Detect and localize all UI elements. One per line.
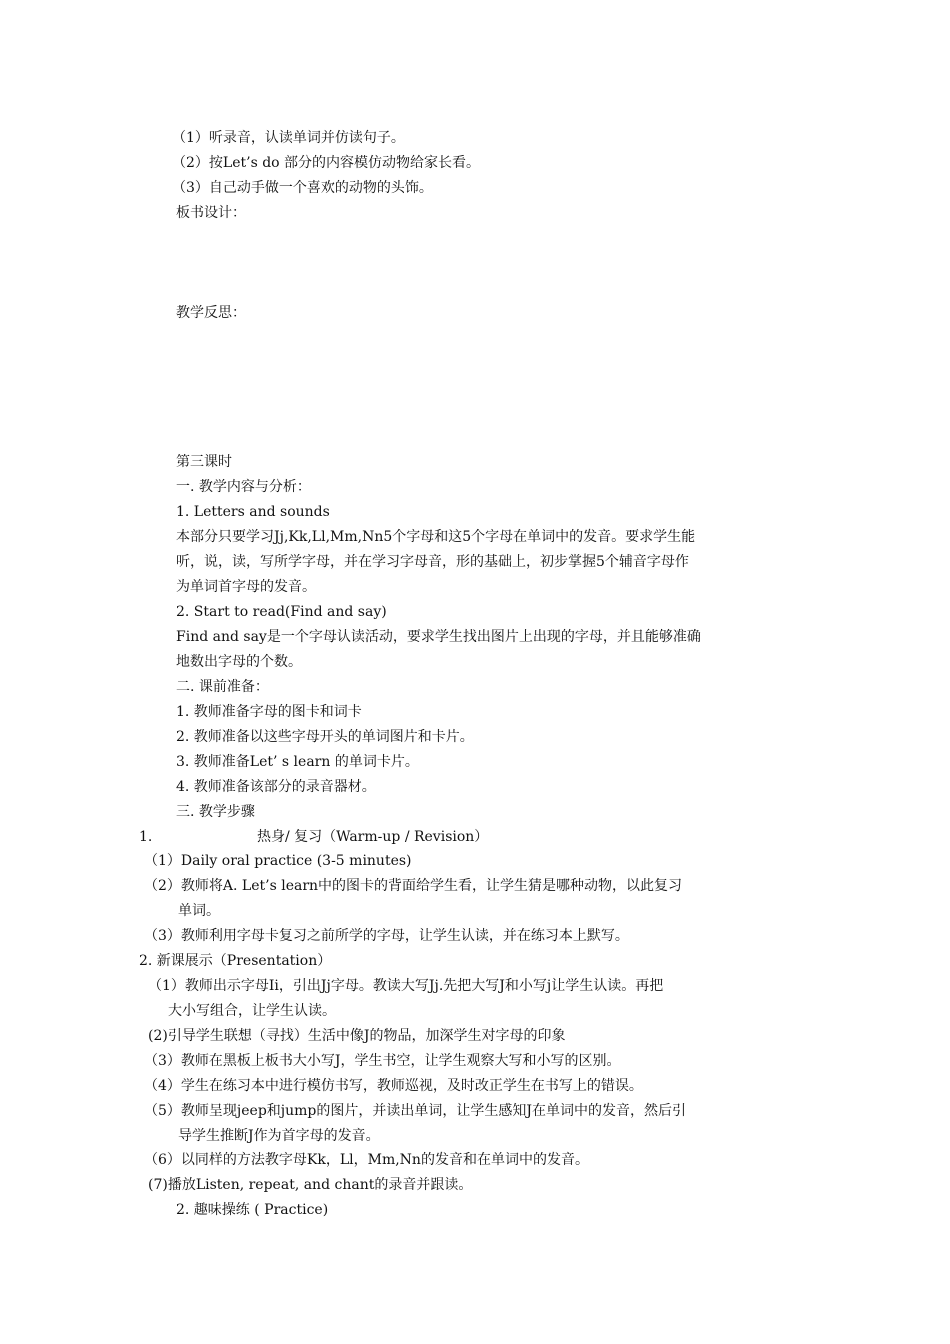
step1-item-3: （3）教师利用字母卡复习之前所学的字母，让学生认读，并在练习本上默写。 <box>144 928 629 944</box>
step1-item-2: （2）教师将A. Let’s learn中的图卡的背面给学生看，让学生猜是哪种动物，以此复习 <box>144 878 683 894</box>
board-design-label: 板书设计： <box>176 205 246 221</box>
step2-item-4: （4）学生在练习本中进行模仿书写，教师巡视，及时改正学生在书写上的错误。 <box>144 1078 643 1094</box>
section1-part2-desc-1: Find and say是一个字母认读活动，要求学生找出图片上出现的字母，并且能够准确 <box>176 629 701 645</box>
homework-item-2: （2）按Let’s do 部分的内容模仿动物给家长看。 <box>172 155 481 171</box>
homework-item-3: （3）自己动手做一个喜欢的动物的头饰。 <box>172 180 433 196</box>
section2-item-2: 2. 教师准备以这些字母开头的单词图片和卡片。 <box>176 729 474 745</box>
step1-item-1: （1）Daily oral practice (3-5 minutes) <box>144 853 412 869</box>
section2-heading: 二. 课前准备： <box>176 679 269 695</box>
step2-item-5-cont: 导学生推断J作为首字母的发音。 <box>178 1128 380 1144</box>
reflection-label: 教学反思： <box>176 305 246 321</box>
step1-title: 热身/ 复习（Warm-up / Revision） <box>257 829 489 845</box>
section1-part1-desc-1: 本部分只要学习Jj,Kk,Ll,Mm,Nn5个字母和这5个字母在单词中的发音。要求学生能 <box>176 529 696 545</box>
section2-item-4: 4. 教师准备该部分的录音器材。 <box>176 779 376 795</box>
section1-part1-title: 1. Letters and sounds <box>176 504 330 520</box>
step2-item-1-cont: 大小写组合，让学生认读。 <box>168 1003 336 1019</box>
section1-heading: 一. 教学内容与分析： <box>176 479 311 495</box>
step1-item-2-cont: 单词。 <box>178 903 220 919</box>
section2-item-1: 1. 教师准备字母的图卡和词卡 <box>176 704 362 720</box>
step2-item-2: (2)引导学生联想（寻找）生活中像J的物品，加深学生对字母的印象 <box>148 1028 566 1044</box>
section2-item-3: 3. 教师准备Let’ s learn 的单词卡片。 <box>176 754 419 770</box>
section1-part2-desc-2: 地数出字母的个数。 <box>176 654 302 670</box>
step1-number: 1. <box>139 829 153 845</box>
step2-item-3: （3）教师在黑板上板书大小写J，学生书空，让学生观察大写和小写的区别。 <box>144 1053 621 1069</box>
section1-part1-desc-3: 为单词首字母的发音。 <box>176 579 316 595</box>
homework-item-1: （1）听录音，认读单词并仿读句子。 <box>172 130 405 146</box>
step2-item-6: （6）以同样的方法教字母Kk，Ll，Mm,Nn的发音和在单词中的发音。 <box>144 1152 589 1168</box>
practice-title: 2. 趣味操练 ( Practice) <box>176 1202 329 1218</box>
lesson-title: 第三课时 <box>176 454 232 470</box>
step2-title: 2. 新课展示（Presentation） <box>139 953 332 969</box>
step2-item-7: (7)播放Listen, repeat, and chant的录音并跟读。 <box>148 1177 473 1193</box>
section1-part1-desc-2: 听，说，读，写所学字母，并在学习字母音，形的基础上，初步掌握5个辅音字母作 <box>176 554 689 570</box>
step2-item-1: （1）教师出示字母Ii，引出Jj字母。教读大写Jj.先把大写J和小写j让学生认读。再把 <box>148 978 664 994</box>
step2-item-5: （5）教师呈现jeep和jump的图片，并读出单词，让学生感知J在单词中的发音，然后引 <box>144 1103 686 1119</box>
section1-part2-title: 2. Start to read(Find and say) <box>176 604 387 620</box>
section3-heading: 三. 教学步骤 <box>176 804 255 820</box>
